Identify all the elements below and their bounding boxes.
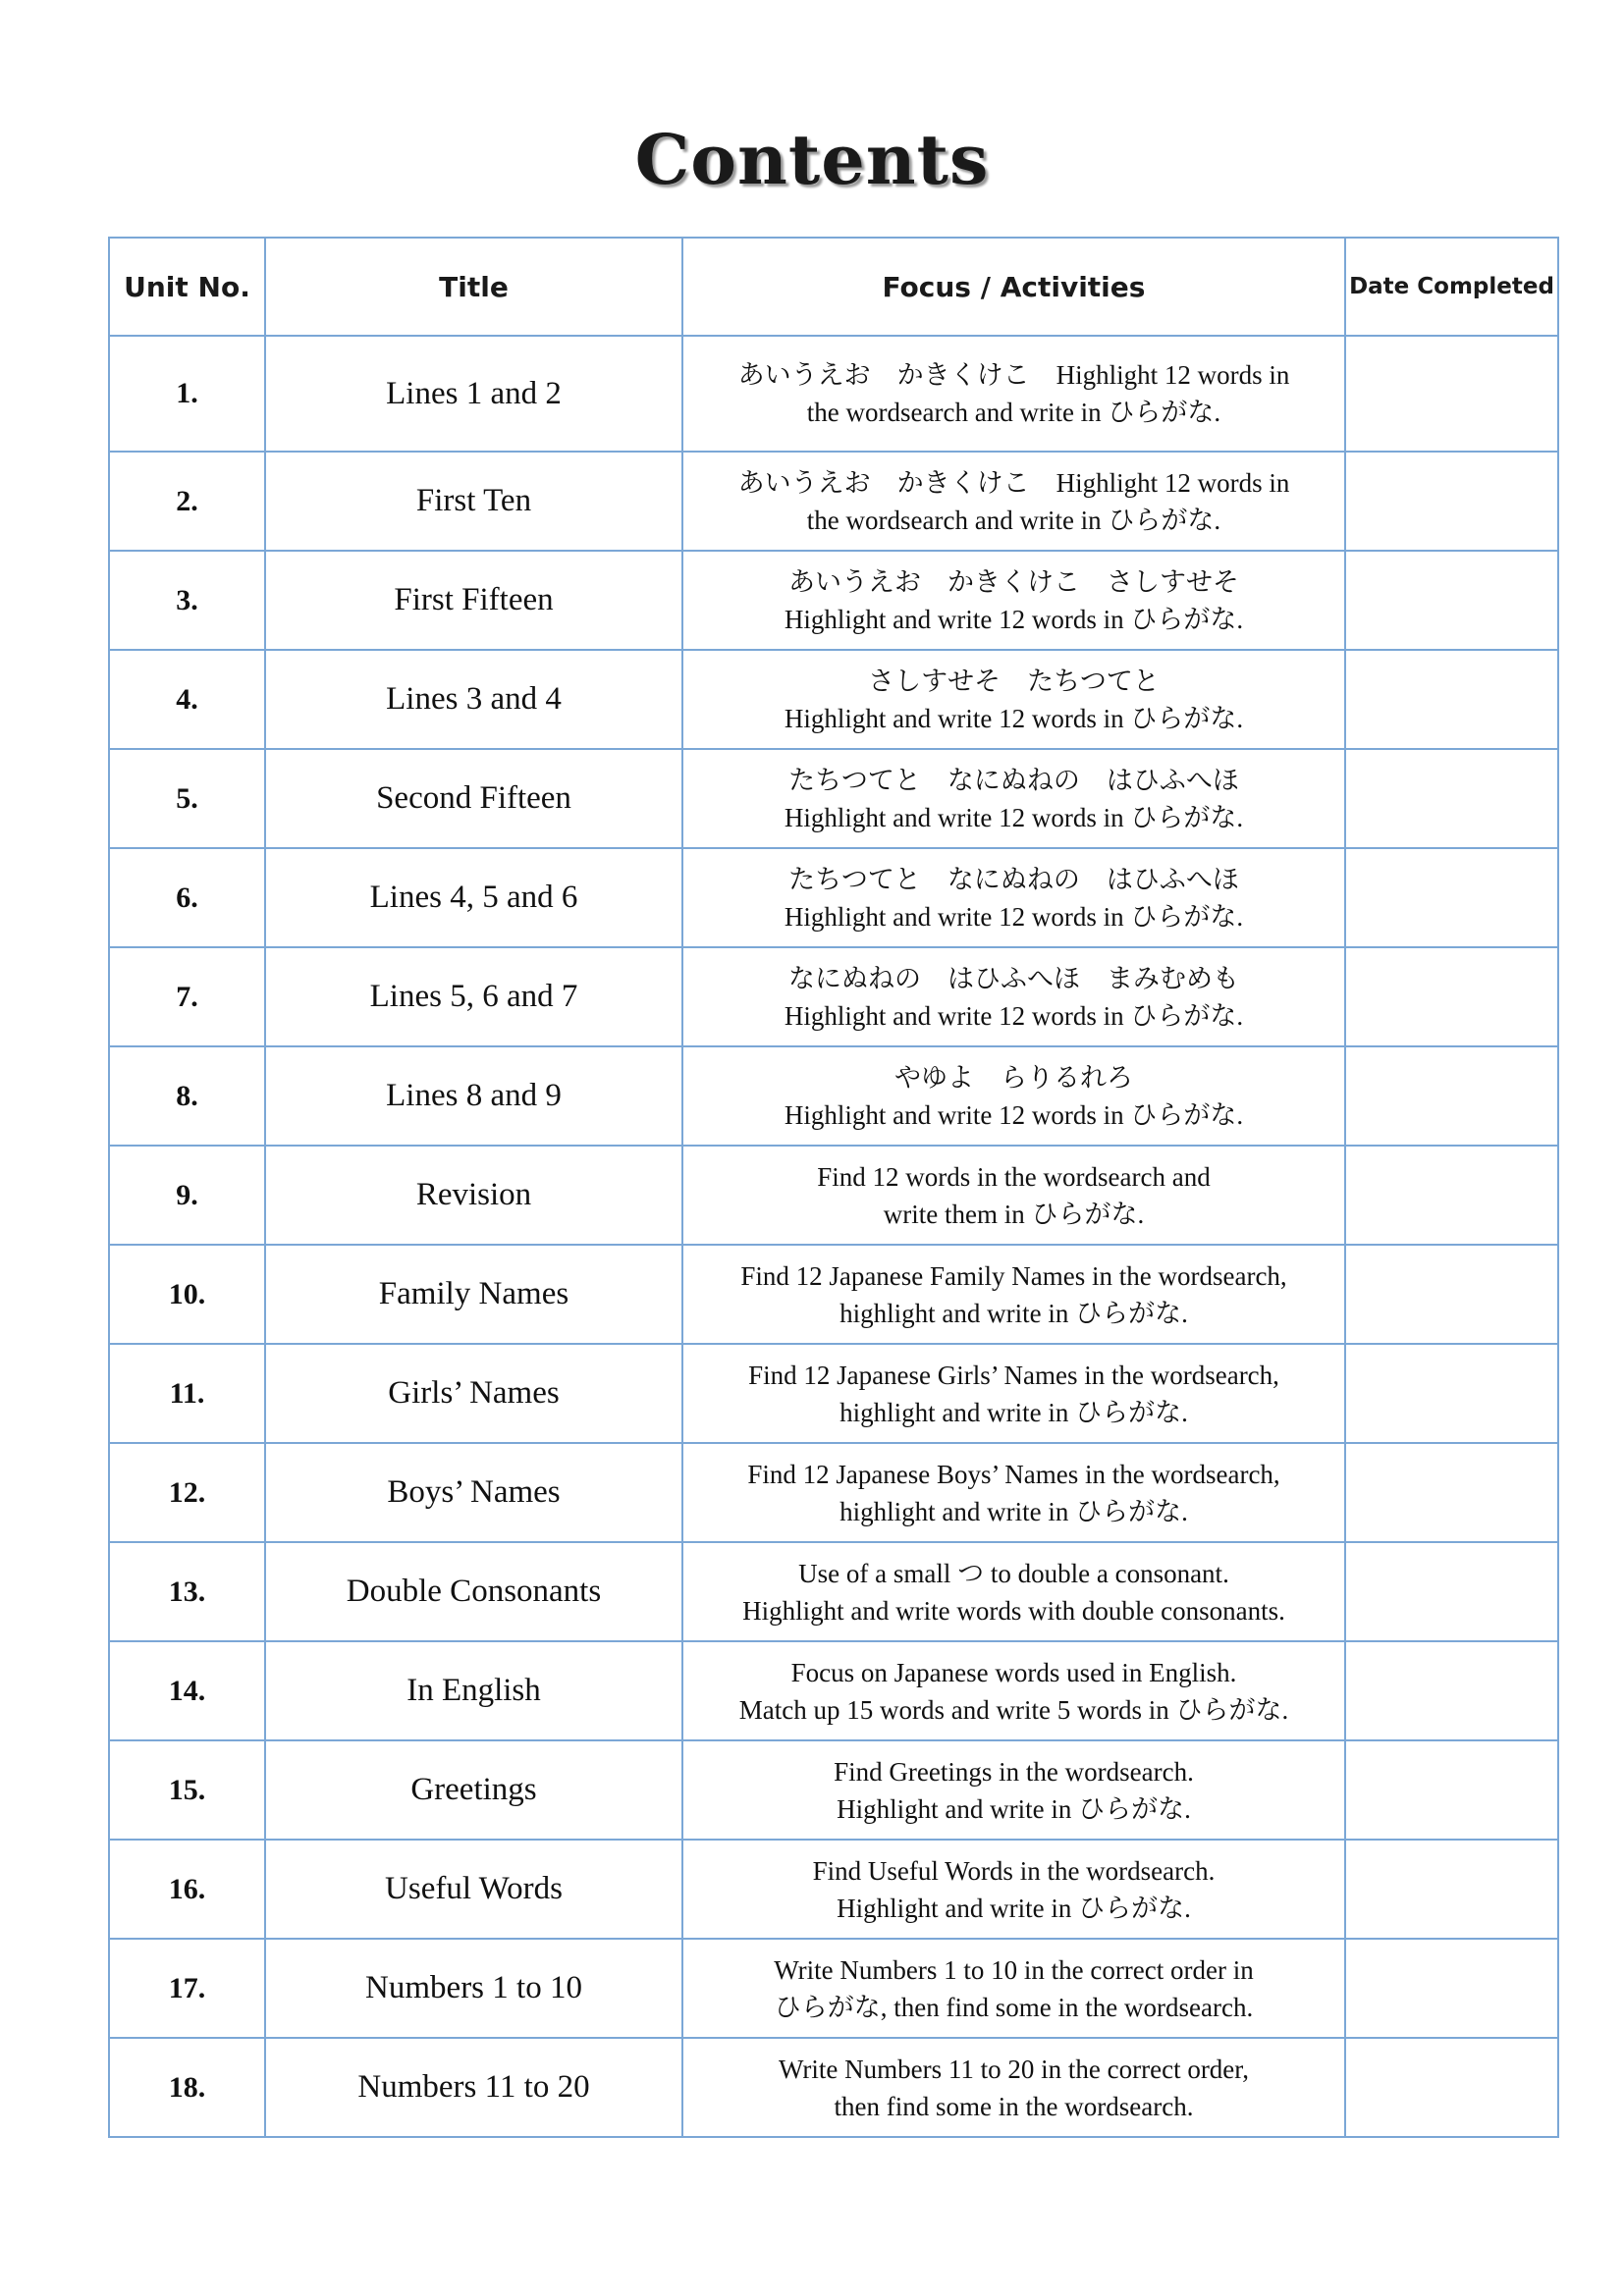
table-row (109, 1542, 1558, 1641)
focus-line-1: さしすせそ たちつてと (868, 666, 1160, 696)
date-completed-cell[interactable] (1345, 1740, 1558, 1840)
focus-activities-cell (682, 336, 1345, 452)
table-body (109, 336, 1558, 2137)
table-row (109, 1939, 1558, 2038)
unit-title-cell: Girls’ Names (265, 1344, 682, 1443)
focus-line-1: なにぬねの はひふへほ まみむめも (788, 963, 1239, 993)
unit-number-cell: 10. (109, 1245, 265, 1344)
focus-line-1: Focus on Japanese words used in English. (790, 1657, 1237, 1687)
unit-title-cell: Boys’ Names (265, 1443, 682, 1542)
focus-activities-cell (682, 1542, 1345, 1641)
focus-activities-cell (682, 551, 1345, 650)
table-header-row (109, 238, 1558, 336)
focus-line-1: Write Numbers 11 to 20 in the correct order, (779, 2054, 1249, 2084)
focus-line-2: Highlight and write 12 words in ひらがな. (784, 802, 1244, 832)
focus-activities-cell (682, 1641, 1345, 1740)
header-title: Title (265, 238, 682, 336)
focus-line-1: Find 12 Japanese Girls’ Names in the wordsearch, (748, 1360, 1279, 1390)
table-row (109, 947, 1558, 1046)
unit-number-cell: 16. (109, 1840, 265, 1939)
focus-activities-cell (682, 1740, 1345, 1840)
unit-title-cell: Lines 1 and 2 (265, 336, 682, 452)
focus-line-1: Write Numbers 1 to 10 in the correct order in (774, 1954, 1254, 1985)
focus-line-2: the wordsearch and write in ひらがな. (806, 398, 1221, 427)
date-completed-cell[interactable] (1345, 1542, 1558, 1641)
focus-activities-cell (682, 1344, 1345, 1443)
unit-title-cell: Double Consonants (265, 1542, 682, 1641)
focus-line-1: たちつてと なにぬねの はひふへほ (788, 765, 1239, 795)
unit-title-cell: Revision (265, 1146, 682, 1245)
unit-title-cell: Numbers 11 to 20 (265, 2038, 682, 2137)
table-row (109, 1146, 1558, 1245)
focus-line-2: Highlight and write in ひらがな. (837, 1793, 1191, 1824)
focus-activities-cell (682, 2038, 1345, 2137)
focus-line-2: the wordsearch and write in ひらがな. (806, 505, 1221, 535)
table-row (109, 551, 1558, 650)
table-row (109, 650, 1558, 749)
focus-line-1: Find Greetings in the wordsearch. (834, 1756, 1194, 1787)
unit-title-cell: First Ten (265, 452, 682, 551)
table-row (109, 452, 1558, 551)
focus-line-2: Match up 15 words and write 5 words in ひらがな. (738, 1694, 1289, 1725)
focus-line-2: write them in ひらがな. (883, 1199, 1145, 1229)
focus-line-2: highlight and write in ひらがな. (839, 1298, 1188, 1328)
unit-number-cell: 17. (109, 1939, 265, 2038)
focus-activities-cell (682, 1939, 1345, 2038)
unit-title-cell: Greetings (265, 1740, 682, 1840)
date-completed-cell[interactable] (1345, 1344, 1558, 1443)
focus-activities-cell (682, 848, 1345, 947)
header-focus-activities: Focus / Activities (682, 238, 1345, 336)
date-completed-cell[interactable] (1345, 1443, 1558, 1542)
table-row (109, 1641, 1558, 1740)
date-completed-cell[interactable] (1345, 2038, 1558, 2137)
focus-activities-cell (682, 1443, 1345, 1542)
unit-number-cell: 5. (109, 749, 265, 848)
table-row (109, 1840, 1558, 1939)
focus-line-2: Highlight and write 12 words in ひらがな. (784, 703, 1244, 733)
date-completed-cell[interactable] (1345, 1146, 1558, 1245)
date-completed-cell[interactable] (1345, 336, 1558, 452)
focus-line-2: Highlight and write 12 words in ひらがな. (784, 604, 1244, 634)
focus-activities-cell (682, 749, 1345, 848)
date-completed-cell[interactable] (1345, 1641, 1558, 1740)
date-completed-cell[interactable] (1345, 1245, 1558, 1344)
date-completed-cell[interactable] (1345, 947, 1558, 1046)
date-completed-cell[interactable] (1345, 551, 1558, 650)
focus-line-2: highlight and write in ひらがな. (839, 1397, 1188, 1427)
page-title: Contents (634, 119, 990, 200)
unit-number-cell: 7. (109, 947, 265, 1046)
date-completed-cell[interactable] (1345, 848, 1558, 947)
unit-number-cell: 15. (109, 1740, 265, 1840)
unit-title-cell: Second Fifteen (265, 749, 682, 848)
focus-activities-cell (682, 947, 1345, 1046)
focus-line-1: あいうえお かきくけこ Highlight 12 words in (737, 360, 1290, 390)
focus-line-2: Highlight and write 12 words in ひらがな. (784, 1000, 1244, 1031)
focus-line-1: あいうえお かきくけこ さしすせそ (788, 566, 1239, 597)
table-row (109, 336, 1558, 452)
unit-title-cell: Family Names (265, 1245, 682, 1344)
focus-activities-cell (682, 1046, 1345, 1146)
unit-number-cell: 9. (109, 1146, 265, 1245)
unit-number-cell: 12. (109, 1443, 265, 1542)
focus-activities-cell (682, 1146, 1345, 1245)
unit-number-cell: 4. (109, 650, 265, 749)
unit-title-cell: Lines 5, 6 and 7 (265, 947, 682, 1046)
table-row (109, 1443, 1558, 1542)
unit-number-cell: 3. (109, 551, 265, 650)
unit-number-cell: 6. (109, 848, 265, 947)
unit-number-cell: 2. (109, 452, 265, 551)
focus-line-2: Highlight and write 12 words in ひらがな. (784, 1099, 1244, 1130)
focus-line-1: Find Useful Words in the wordsearch. (812, 1855, 1216, 1886)
unit-number-cell: 18. (109, 2038, 265, 2137)
focus-line-1: Find 12 words in the wordsearch and (817, 1161, 1211, 1192)
table-row (109, 1046, 1558, 1146)
unit-title-cell: Numbers 1 to 10 (265, 1939, 682, 2038)
date-completed-cell[interactable] (1345, 1840, 1558, 1939)
focus-line-2: Highlight and write 12 words in ひらがな. (784, 901, 1244, 932)
focus-line-2: highlight and write in ひらがな. (839, 1496, 1188, 1526)
unit-title-cell: First Fifteen (265, 551, 682, 650)
contents-table (108, 237, 1559, 2138)
table-row (109, 1344, 1558, 1443)
unit-title-cell: Lines 8 and 9 (265, 1046, 682, 1146)
focus-line-1: Use of a small つ to double a consonant. (798, 1558, 1229, 1588)
table-row (109, 1740, 1558, 1840)
unit-title-cell: Useful Words (265, 1840, 682, 1939)
unit-number-cell: 1. (109, 336, 265, 452)
focus-activities-cell (682, 650, 1345, 749)
unit-number-cell: 13. (109, 1542, 265, 1641)
focus-activities-cell (682, 1245, 1345, 1344)
focus-line-1: Find 12 Japanese Family Names in the wordsearch, (740, 1260, 1287, 1291)
unit-number-cell: 14. (109, 1641, 265, 1740)
date-completed-cell[interactable] (1345, 650, 1558, 749)
table-row (109, 1245, 1558, 1344)
unit-title-cell: Lines 4, 5 and 6 (265, 848, 682, 947)
date-completed-cell[interactable] (1345, 452, 1558, 551)
table-row (109, 2038, 1558, 2137)
focus-line-1: Find 12 Japanese Boys’ Names in the wordsearch, (747, 1459, 1280, 1489)
table-row (109, 749, 1558, 848)
focus-line-1: たちつてと なにぬねの はひふへほ (788, 864, 1239, 894)
focus-line-1: あいうえお かきくけこ Highlight 12 words in (737, 467, 1290, 498)
table-row (109, 848, 1558, 947)
unit-number-cell: 11. (109, 1344, 265, 1443)
focus-activities-cell (682, 452, 1345, 551)
unit-title-cell: Lines 3 and 4 (265, 650, 682, 749)
focus-line-2: Highlight and write words with double consonants. (742, 1595, 1285, 1626)
date-completed-cell[interactable] (1345, 1046, 1558, 1146)
focus-line-2: then find some in the wordsearch. (834, 2091, 1194, 2121)
header-unit-no: Unit No. (109, 238, 265, 336)
unit-number-cell: 8. (109, 1046, 265, 1146)
header-date-completed: Date Completed (1345, 238, 1558, 336)
focus-line-2: Highlight and write in ひらがな. (837, 1893, 1191, 1923)
date-completed-cell[interactable] (1345, 749, 1558, 848)
date-completed-cell[interactable] (1345, 1939, 1558, 2038)
focus-activities-cell (682, 1840, 1345, 1939)
focus-line-2: ひらがな, then find some in the wordsearch. (774, 1992, 1254, 2022)
unit-title-cell: In English (265, 1641, 682, 1740)
focus-line-1: やゆよ らりるれろ (894, 1062, 1133, 1093)
